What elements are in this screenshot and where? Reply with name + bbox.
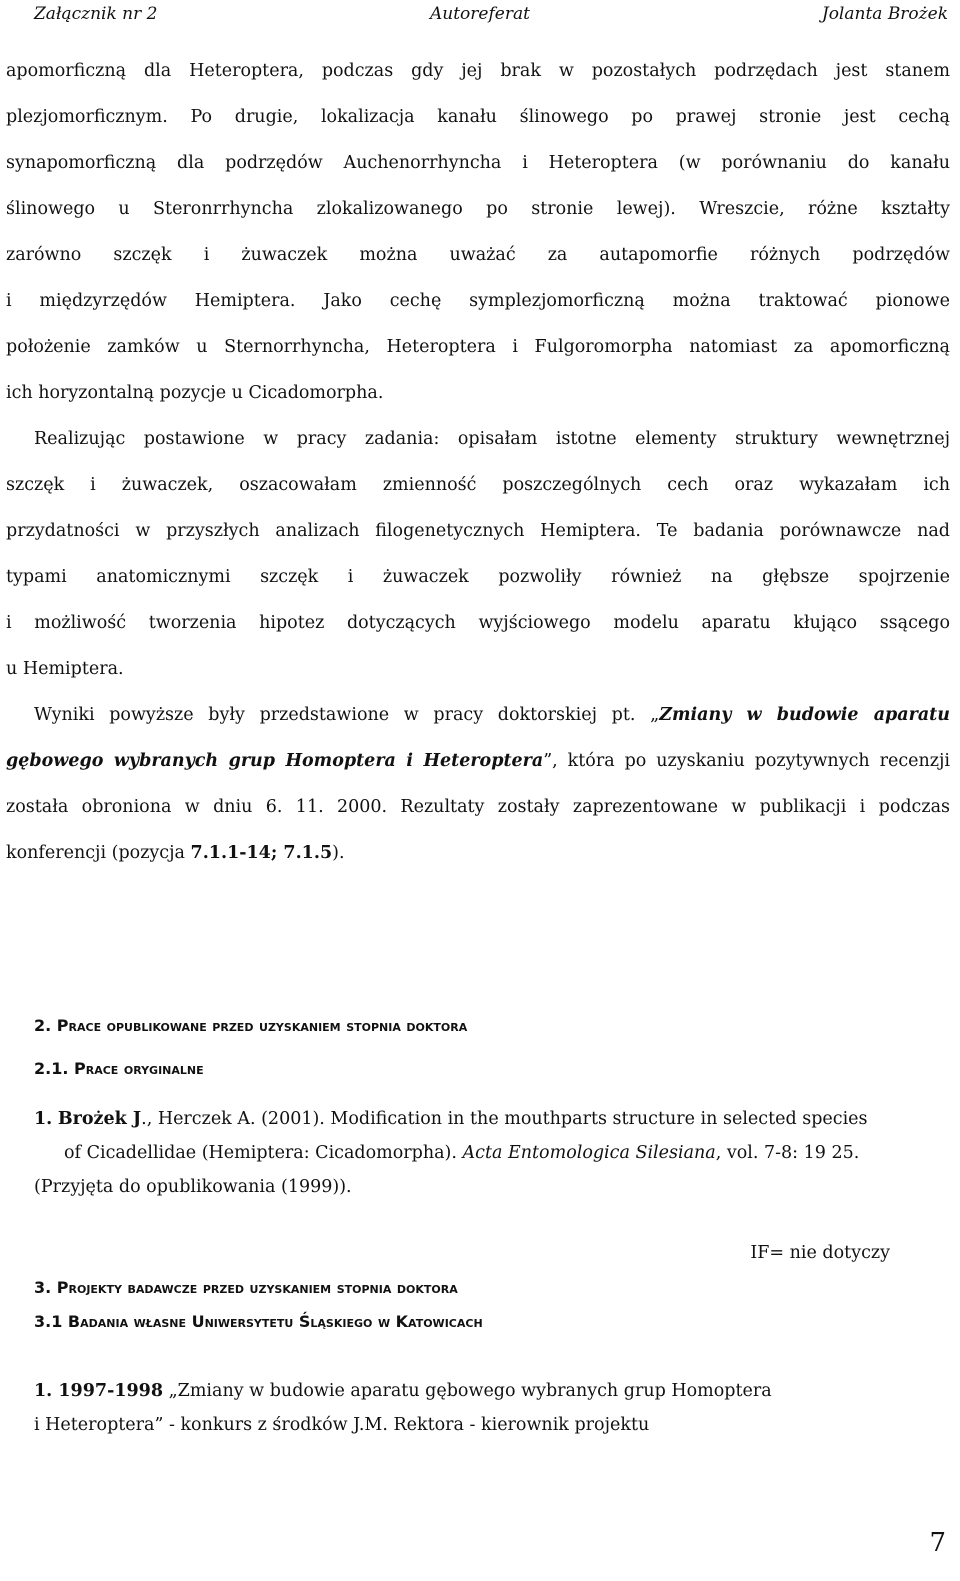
text-line: i możliwość tworzenia hipotez dotyczących wyjściowego modelu aparatu kłująco ssącego: [6, 613, 950, 633]
reference-numbers: 7.1.1-14; 7.1.5: [190, 843, 333, 863]
reference-item: [34, 1102, 924, 1204]
text-span: ).: [332, 843, 345, 863]
text-span: ., Herczek A. (2001). Modification in the mouthparts structure in selected species: [141, 1109, 868, 1129]
text-span: „Zmiany w budowie aparatu gębowego wybranych grup Homoptera: [163, 1381, 772, 1401]
text-line: plezjomorficznym. Po drugie, lokalizacja kanału ślinowego po prawej stronie jest cechą: [6, 107, 950, 127]
project-line: [34, 1374, 924, 1408]
paragraph-1: [6, 48, 950, 416]
text-span: , vol. 7-8: 19 25.: [715, 1143, 860, 1163]
text-line: [6, 830, 950, 876]
text-span: Wyniki powyższe były przedstawione w pracy doktorskiej pt. „: [34, 705, 660, 725]
page-header: [34, 4, 948, 32]
text-line: została obroniona w dniu 6. 11. 2000. Rezultaty zostały zaprezentowane w publikacji i podczas: [6, 797, 950, 817]
thesis-title: Zmiany w budowie aparatu: [659, 705, 950, 725]
header-center: Autoreferat: [430, 4, 530, 24]
text-line: synapomorficzną dla podrzędów Auchenorrhyncha i Heteroptera (w porównaniu do kanału: [6, 153, 950, 173]
text-line: ślinowego u Steronrrhyncha zlokalizowanego po stronie lewej). Wreszcie, różne kształty: [6, 199, 950, 219]
text-line: szczęk i żuwaczek, oszacowałam zmienność poszczególnych cech oraz wykazałam ich: [6, 475, 950, 495]
paragraph-2: [6, 416, 950, 692]
text-line: [6, 692, 950, 738]
text-span: ”, która po uzyskaniu pozytywnych recenzji: [543, 751, 950, 771]
impact-factor: IF= nie dotyczy: [750, 1243, 890, 1263]
reference-line: (Przyjęta do opublikowania (1999)).: [34, 1177, 352, 1197]
text-line: położenie zamków u Sternorrhyncha, Heteroptera i Fulgoromorpha natomiast za apomorficzną: [6, 337, 950, 357]
text-line: przydatności w przyszłych analizach filogenetycznych Hemiptera. Te badania porównawcze nad: [6, 521, 950, 541]
text-line: apomorficzną dla Heteroptera, podczas gdy jej brak w pozostałych podrzędach jest stanem: [6, 61, 950, 81]
text-span: of Cicadellidae (Hemiptera: Cicadomorpha).: [64, 1143, 463, 1163]
document-body: [6, 48, 950, 876]
header-right: Jolanta Brożek: [821, 4, 948, 24]
text-line: ich horyzontalną pozycje u Cicadomorpha.: [6, 383, 384, 403]
project-years: 1. 1997-1998: [34, 1381, 164, 1401]
text-line: Realizując postawione w pracy zadania: opisałam istotne elementy struktury wewnętrznej: [34, 429, 950, 449]
reference-number: 1.: [34, 1109, 53, 1129]
journal-name: Acta Entomologica Silesiana: [462, 1143, 716, 1163]
page-number: 7: [929, 1528, 946, 1558]
text-span: konferencji (pozycja: [6, 843, 191, 863]
section-3-1-title: 3.1 Badania własne Uniwersytetu Śląskiego w Katowicach: [34, 1312, 483, 1331]
project-line: i Heteroptera” - konkurs z środków J.M. Rektora - kierownik projektu: [34, 1415, 650, 1435]
project-item: [34, 1374, 924, 1442]
header-left: Załącznik nr 2: [34, 4, 158, 24]
reference-line: [34, 1102, 924, 1136]
section-2-title: 2. Prace opublikowane przed uzyskaniem stopnia doktora: [34, 1016, 468, 1035]
reference-line: [34, 1136, 924, 1170]
reference-author: Brożek J: [57, 1109, 142, 1129]
text-line: typami anatomicznymi szczęk i żuwaczek pozwoliły również na głębsze spojrzenie: [6, 567, 950, 587]
text-line: zarówno szczęk i żuwaczek można uważać za autapomorfie różnych podrzędów: [6, 245, 950, 265]
text-line: [6, 738, 950, 784]
paragraph-3: [6, 692, 950, 876]
section-2-1-title: 2.1. Prace oryginalne: [34, 1059, 204, 1078]
text-line: i międzyrzędów Hemiptera. Jako cechę symplezjomorficzną można traktować pionowe: [6, 291, 950, 311]
thesis-title: gębowego wybranych grup Homoptera i Heteroptera: [6, 751, 544, 771]
text-line: u Hemiptera.: [6, 659, 124, 679]
section-3-title: 3. Projekty badawcze przed uzyskaniem stopnia doktora: [34, 1278, 458, 1297]
